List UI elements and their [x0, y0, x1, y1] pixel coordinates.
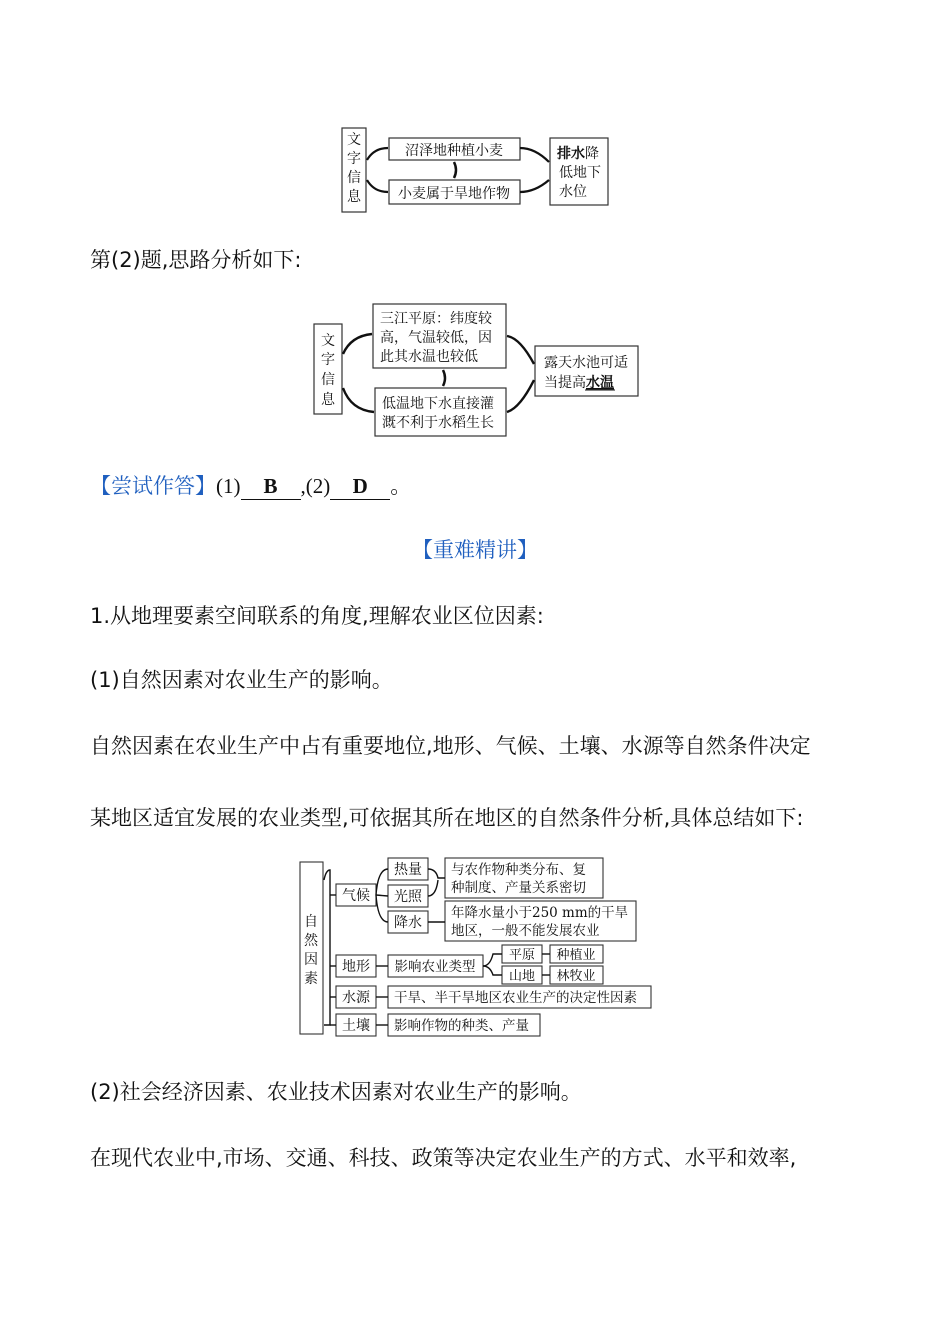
connector — [483, 966, 502, 975]
diagram2-result-line1: 露天水池可适 — [544, 355, 628, 371]
link-mark — [443, 370, 445, 386]
plain-agri-label: 种植业 — [556, 948, 596, 963]
connector — [483, 954, 502, 966]
answer-part1-prefix: (1) — [216, 474, 241, 498]
root-bracket — [324, 870, 330, 1025]
link-mark — [454, 162, 456, 178]
side-label-char: 息 — [321, 392, 335, 408]
answer-line — [90, 470, 411, 500]
diagram2-bottom-line: 溉不利于水稻生长 — [382, 415, 494, 431]
terrain-label: 地形 — [342, 959, 370, 975]
heat-light-desc-line1: 与农作物种类分布、复 — [451, 862, 586, 878]
diagram-natural-factors — [290, 850, 660, 1042]
point-1: 1.从地理要素空间联系的角度,理解农业区位因素: — [90, 604, 544, 628]
brace-line — [507, 336, 534, 364]
brace-line — [367, 180, 388, 192]
brace-line — [343, 334, 372, 354]
brace-line — [367, 148, 388, 160]
water-desc: 干旱、半干旱地区农业生产的决定性因素 — [394, 990, 637, 1006]
side-label-char: 文 — [347, 132, 361, 148]
root-char: 然 — [304, 933, 318, 949]
answer-part1-value: B — [241, 474, 301, 500]
answer-part2-value: D — [330, 474, 390, 500]
connector — [428, 880, 438, 896]
soil-label: 土壤 — [342, 1018, 370, 1034]
sub-heading-2: (2)社会经济因素、农业技术因素对农业生产的影响。 — [90, 1080, 582, 1104]
diagram1-result-line3: 水位 — [559, 184, 587, 200]
brace-line — [343, 388, 374, 412]
answer-label: 【尝试作答】 — [90, 474, 216, 498]
root-char: 素 — [304, 971, 318, 987]
diagram2-result-line2: 当提高水温 — [544, 375, 614, 391]
brace-line — [520, 180, 549, 192]
terrain-desc: 影响农业类型 — [394, 959, 476, 975]
rain-desc-line2: 地区，一般不能发展农业 — [451, 923, 600, 939]
section-title: 【重难精讲】 — [412, 538, 538, 562]
diagram2-bottom-line: 低温地下水直接灌 — [382, 396, 494, 412]
heat-light-desc-line2: 种制度、产量关系密切 — [451, 880, 586, 896]
brace-line — [507, 380, 534, 412]
root-char: 自 — [304, 914, 318, 930]
rain-label: 降水 — [394, 915, 422, 931]
connector — [428, 869, 445, 878]
connector — [376, 895, 388, 922]
side-label-char: 信 — [321, 372, 335, 388]
soil-desc: 影响作物的种类、产量 — [394, 1018, 529, 1034]
paragraph-1-line-2: 某地区适宜发展的农业类型,可依据其所在地区的自然条件分析,具体总结如下: — [90, 806, 804, 830]
heat-label: 热量 — [394, 862, 422, 878]
q2-heading: 第(2)题,思路分析如下: — [90, 248, 302, 272]
answer-end: 。 — [390, 474, 412, 498]
diagram1-result-line2: 低地下 — [559, 165, 601, 181]
connector — [376, 895, 388, 896]
paragraph-1-line-1: 自然因素在农业生产中占有重要地位,地形、气候、土壤、水源等自然条件决定 — [90, 734, 811, 758]
plain-label: 平原 — [508, 948, 536, 963]
mountain-agri-label: 林牧业 — [556, 969, 596, 984]
side-label-char: 字 — [347, 151, 361, 167]
diagram1-bottom-text: 小麦属于旱地作物 — [398, 186, 510, 202]
diagram2-top-line: 三江平原：纬度较 — [380, 311, 492, 327]
side-label-char: 息 — [347, 189, 361, 205]
brace-line — [520, 148, 549, 162]
side-label-char: 信 — [347, 170, 361, 186]
connector — [376, 869, 388, 895]
side-label-char: 文 — [321, 333, 335, 349]
sub-heading-1: (1)自然因素对农业生产的影响。 — [90, 668, 393, 692]
root-char: 因 — [304, 952, 318, 968]
paragraph-2: 在现代农业中,市场、交通、科技、政策等决定农业生产的方式、水平和效率, — [90, 1146, 797, 1170]
water-label: 水源 — [342, 990, 370, 1006]
mountain-label: 山地 — [508, 969, 536, 984]
answer-separator: ,(2) — [300, 474, 331, 498]
diagram2-top-line: 高，气温较低，因 — [380, 330, 492, 346]
diagram2-top-line: 此其水温也较低 — [380, 349, 478, 365]
rain-desc-line1: 年降水量小于250 mm的干旱 — [451, 905, 629, 921]
climate-label: 气候 — [342, 888, 370, 904]
side-label-char: 字 — [321, 352, 335, 368]
diagram-sanjiang-water — [305, 298, 650, 440]
light-label: 光照 — [394, 889, 422, 905]
diagram1-result-line1: 排水降 — [557, 146, 599, 162]
diagram1-top-text: 沼泽地种植小麦 — [405, 143, 503, 159]
diagram-wheat-drainage — [330, 120, 620, 220]
